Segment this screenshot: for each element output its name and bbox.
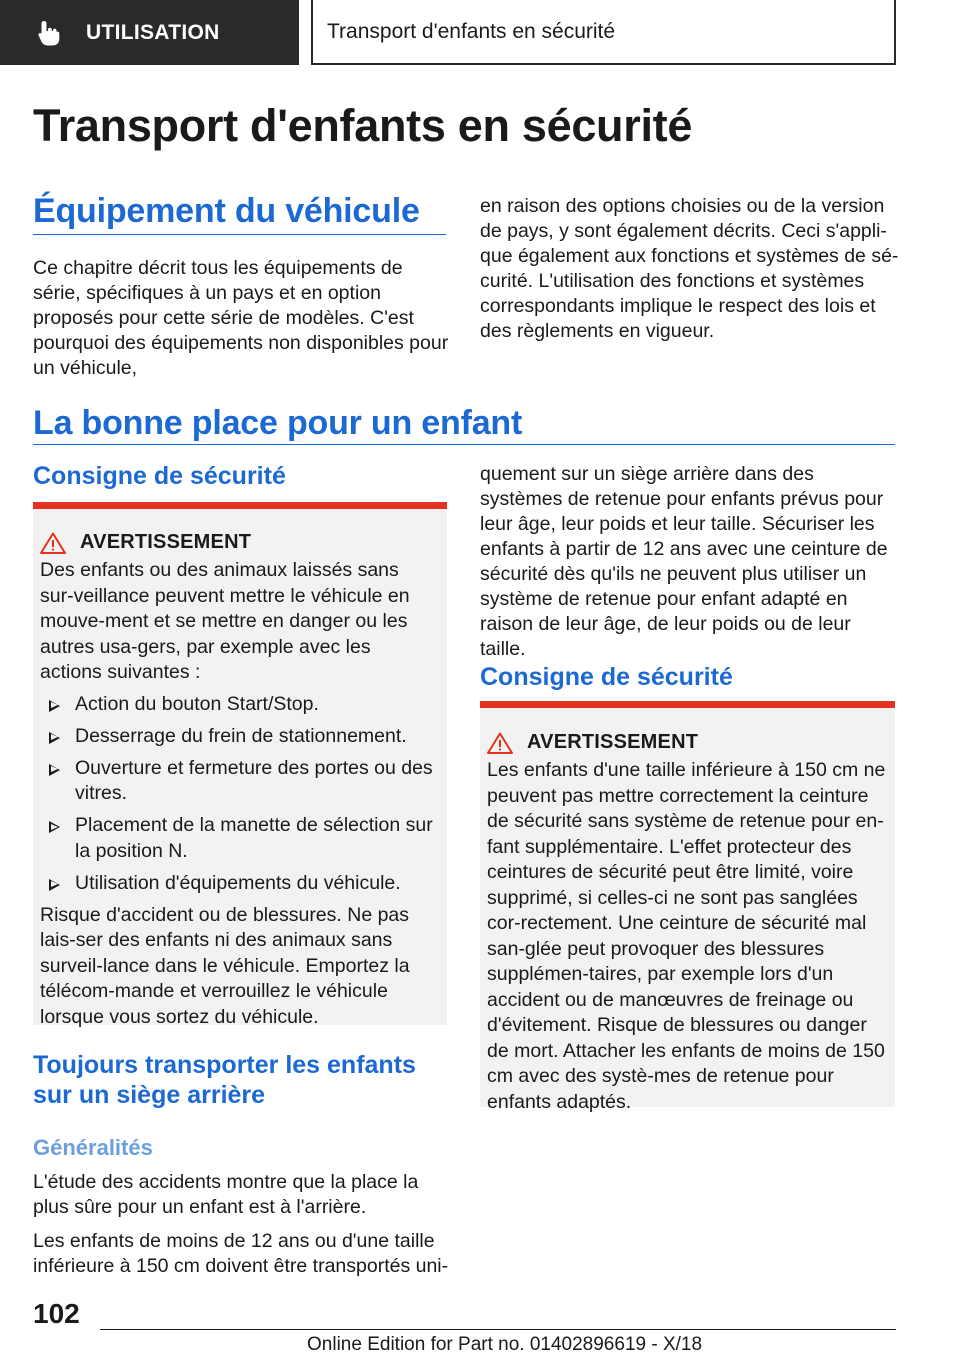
warning-triangle-icon	[40, 532, 66, 554]
warning-title: AVERTISSEMENT	[80, 531, 252, 553]
bullet-triangle-icon	[49, 764, 60, 776]
subheading-consigne-1: Consigne de sécurité	[33, 462, 286, 490]
heading-equipement: Équipement du véhicule	[33, 192, 420, 230]
section-tab	[0, 0, 299, 65]
heading-bonne-place: La bonne place pour un enfant	[33, 404, 523, 442]
page-header	[0, 0, 960, 66]
general-paragraph-2: Les enfants de moins de 12 ans ou d'une taille inférieure à 150 cm doivent être transportés uni-	[33, 1230, 449, 1277]
subheading-consigne-2: Consigne de sécurité	[480, 663, 733, 691]
footer-rule	[100, 1329, 896, 1330]
warning-box-2	[480, 701, 895, 1113]
bullet-triangle-icon	[49, 732, 60, 744]
list-item: Placement de la manette de sélection sur la position N.	[40, 813, 437, 864]
edition-note: Online Edition for Part no. 01402896619 - X/18	[307, 1334, 703, 1355]
bullet-triangle-icon	[49, 879, 60, 891]
intro-paragraph-col1: Ce chapitre décrit tous les équipements de série, spécifiques à un pays et en option proposés pour cette série de modèles. C'est pourquoi des équipements non disponibles pour un véhicule,	[33, 257, 449, 379]
list-item: Ouverture et fermeture des portes ou des vitres.	[40, 756, 437, 807]
warning-header	[40, 531, 437, 554]
heading-rule	[33, 444, 895, 445]
chapter-title-text: Transport d'enfants en sécurité	[327, 19, 616, 43]
general-paragraph-1: L'étude des accidents montre que la place la plus sûre pour un enfant est à l'arrière.	[33, 1171, 419, 1218]
warning-outro: Risque d'accident ou de blessures. Ne pas lais-ser des enfants ni des animaux sans surveil-lance dans le véhicule. Emportez la télécom-mande et verrouillez le véhicule lorsque vous sortez du véhicule.	[40, 903, 410, 1028]
pointing-hand-icon	[34, 18, 64, 48]
warning-intro: Des enfants ou des animaux laissés sans sur-veillance peuvent mettre le véhicule en mouve-ment et se mettre en danger ou les autres usa-gers, par exemple avec les actions suivantes :	[40, 559, 410, 683]
page-number: 102	[33, 1298, 80, 1329]
list-item: Action du bouton Start/Stop.	[40, 692, 437, 718]
warning-text: Les enfants d'une taille inférieure à 150 cm ne peuvent pas mettre correctement la ceinture de sécurité sans système de retenue pour en-fant supplémentaire. L'effet protecteur des ceintures de sécurité peut être limité, voire supprimé, si celles-ci ne sont pas sanglées cor-rectement. Une ceinture de sécurité mal san-glée peut provoquer des blessures supplémen-taires, par exemple lors d'un accident ou de manœuvres de freinage ou d'évitement. Risque de blessures ou danger de mort. Attacher les enfants de moins de 150 cm avec des systè-mes de retenue pour enfants adaptés.	[487, 759, 886, 1113]
warning-list	[40, 692, 437, 897]
subheading-generalites: Généralités	[33, 1135, 153, 1160]
intro-paragraph-col2: en raison des options choisies ou de la version de pays, y sont également décrits. Ceci s'appli-que également aux fonctions et systèmes de sé-curité. L'utilisation des fonctions et systèmes correspondants implique le respect des lois et des règlements en vigueur.	[480, 195, 899, 342]
warning-box-1	[33, 502, 447, 1028]
page-title: Transport d'enfants en sécurité	[33, 100, 693, 151]
bullet-triangle-icon	[49, 700, 60, 712]
chapter-title	[311, 0, 896, 65]
warning-triangle-icon	[487, 732, 513, 754]
bullet-triangle-icon	[49, 821, 60, 833]
section-label: UTILISATION	[86, 20, 220, 44]
warning-header	[487, 731, 887, 754]
list-item: Desserrage du frein de stationnement.	[40, 724, 437, 750]
heading-rule	[33, 234, 446, 235]
list-item: Utilisation d'équipements du véhicule.	[40, 871, 437, 897]
col2-paragraph: quement sur un siège arrière dans des systèmes de retenue pour enfants prévus pour leur âge, leur poids et leur taille. Sécuriser les enfants à partir de 12 ans avec une ceinture de sécurité dès qu'ils ne peuvent plus utiliser un système de retenue pour enfant adapté en raison de leur âge, de leur poids ou de leur taille.	[480, 463, 888, 660]
warning-title: AVERTISSEMENT	[527, 731, 699, 753]
subheading-toujours: Toujours transporter les enfants sur un siège arrière	[33, 1051, 416, 1109]
